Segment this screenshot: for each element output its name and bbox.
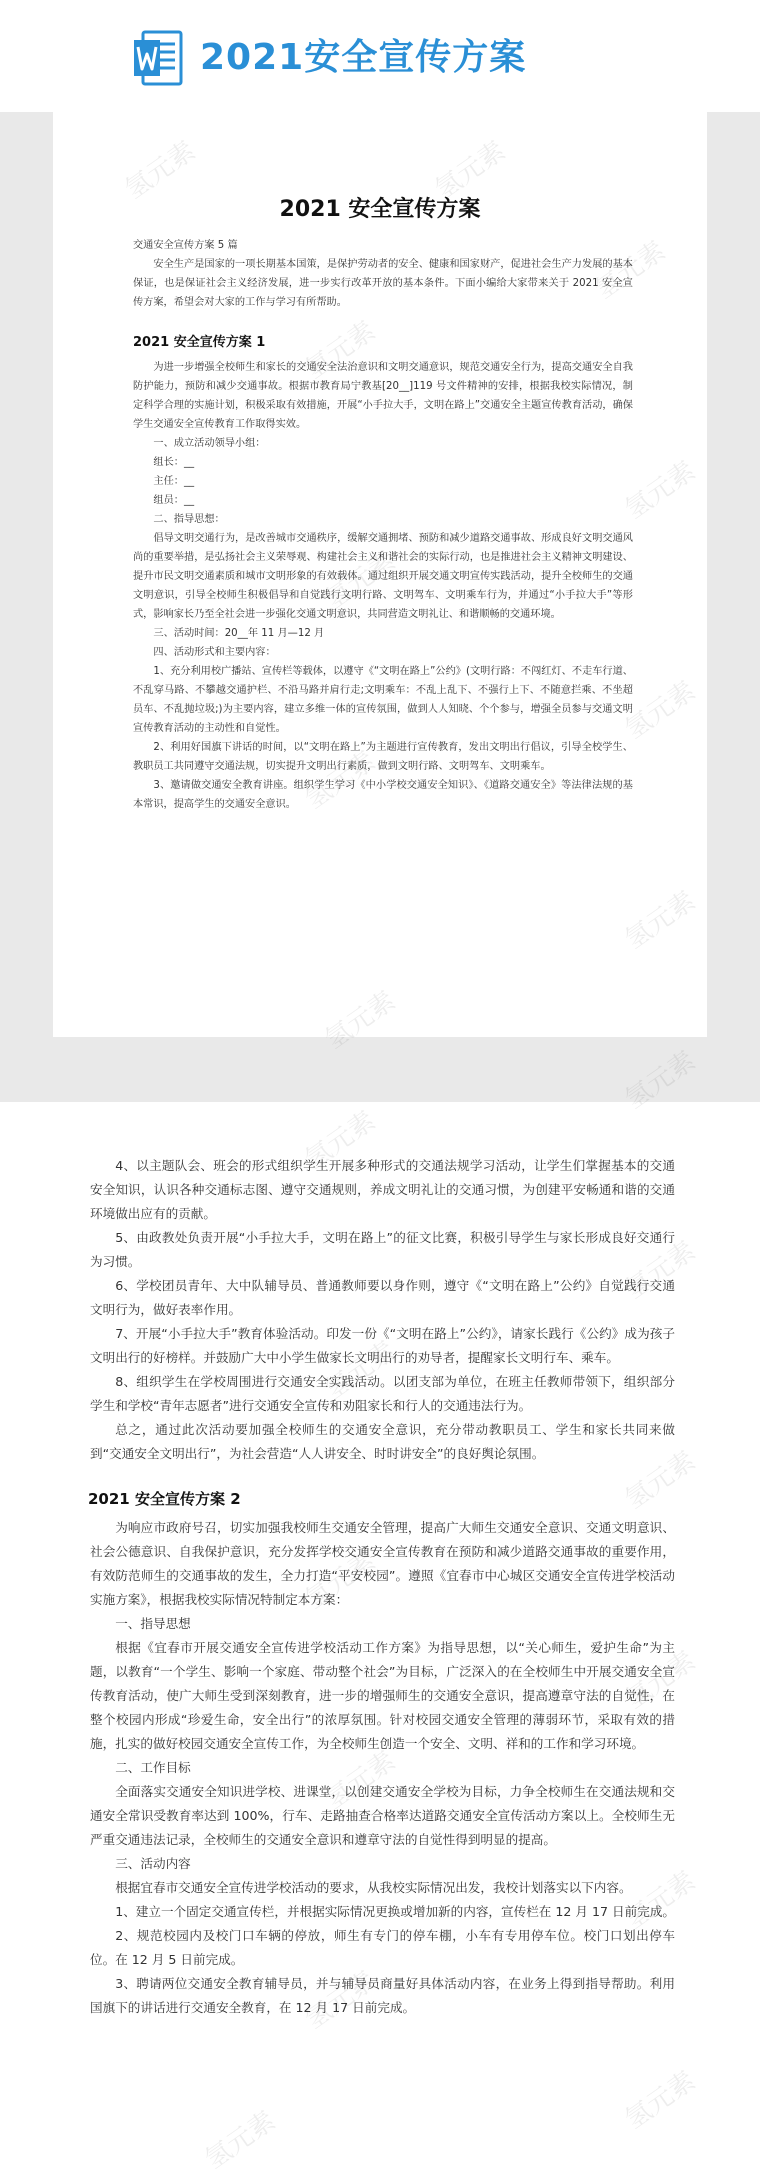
paragraph: 三、活动时间：20__年 11 月—12 月	[153, 628, 325, 639]
paragraph: 主任：__	[153, 476, 195, 487]
paragraph: 7、开展“小手拉大手”教育体验活动。印发一份《“文明在路上”公约》，请家长践行《公约》成为孩子文明出行的好榜样。并鼓励广大中小学生做家长文明出行的劝导者，提醒家长文明行车、乘车。	[90, 1326, 675, 1365]
paragraph: 倡导文明交通行为，是改善城市交通秩序，缓解交通拥堵、预防和减少道路交通事故、形成良好文明交通风尚的重要举措，是弘扬社会主义荣辱观、构建社会主义和谐社会的实际行动，也是推进社会主义精神文明建设、提升市民文明交通素质和城市文明形象的有效载体。通过组织开展交通文明宣传实践活动，提升全校师生的交通文明意识，引导全校师生积极倡导和自觉践行文明行路、文明驾车、文明乘车行为，并通过“小手拉大手”等形式，影响家长乃至全社会进一步强化交通文明意识，共同营造文明礼让、和谐顺畅的交通环境。	[133, 533, 633, 620]
watermark-text: 氢元素	[299, 1105, 381, 1176]
paragraph: 四、活动形式和主要内容：	[153, 647, 276, 658]
section-heading: 2021 安全宣传方案 2	[88, 1490, 241, 1508]
document-page-1	[53, 112, 707, 1037]
paragraph: 二、工作目标	[115, 1760, 191, 1775]
paragraph: 3、聘请两位交通安全教育辅导员，并与辅导员商量好具体活动内容，在业务上得到指导帮助。利用国旗下的讲话进行交通安全教育，在 12 月 17 日前完成。	[90, 1976, 675, 2015]
paragraph: 8、组织学生在学校周围进行交通安全实践活动。以团支部为单位，在班主任教师带领下，组织部分学生和学校“青年志愿者”进行交通安全宣传和劝阻家长和行人的交通违法行为。	[90, 1374, 675, 1413]
section-heading: 2021 安全宣传方案 1	[133, 335, 266, 350]
watermark-text: 氢元素	[619, 1235, 701, 1306]
watermark-text: 氢元素	[299, 1965, 381, 2036]
watermark-text: 氢元素	[319, 1335, 401, 1406]
paragraph: 安全生产是国家的一项长期基本国策，是保护劳动者的安全、健康和国家财产，促进社会生产力发展的基本保证，也是保证社会主义经济发展，进一步实行改革开放的基本条件。下面小编给大家带来关于 2021 安全宣传方案，希望会对大家的工作与学习有所帮助。	[133, 259, 633, 308]
paragraph: 一、成立活动领导小组：	[153, 438, 266, 449]
paragraph: 4、以主题队会、班会的形式组织学生开展多种形式的交通法规学习活动，让学生们掌握基本的交通安全知识，认识各种交通标志图、遵守交通规则，养成文明礼让的交通习惯，为创建平安畅通和谐的交通环境做出应有的贡献。	[90, 1158, 675, 1221]
paragraph: 2、规范校园内及校门口车辆的停放，师生有专门的停车棚，小车有专用停车位。校门口划出停车位。在 12 月 5 日前完成。	[90, 1928, 675, 1967]
paragraph: 根据《宜春市开展交通安全宣传进学校活动工作方案》为指导思想，以“关心师生，爱护生命”为主题，以教育“一个学生、影响一个家庭、带动整个社会”为目标，广泛深入的在全校师生中开展交通安全宣传教育活动，使广大师生受到深刻教育，进一步的增强师生的交通安全意识，提高遵章守法的自觉性，在整个校园内形成“珍爱生命，安全出行”的浓厚氛围。针对校园交通安全管理的薄弱环节，采取有效的措施，扎实的做好校园交通安全宣传工作，为全校师生创造一个安全、文明、祥和的工作和学习环境。	[90, 1640, 675, 1751]
paragraph: 为进一步增强全校师生和家长的交通安全法治意识和文明交通意识，规范交通安全行为，提高交通安全自我防护能力，预防和减少交通事故。根据市教育局宁教基[20__]119 号文件精神的安排，根据我校实际情况，制定科学合理的实施计划，积极采取有效措施，开展“小手拉大手，文明在路上”交通安全主题宣传教育活动，确保学生交通安全宣传教育工作取得实效。	[133, 362, 633, 430]
paragraph: 三、活动内容	[115, 1856, 191, 1871]
watermark-text: 氢元素	[619, 1445, 701, 1516]
paragraph: 组员：__	[153, 495, 195, 506]
page-1-body	[133, 236, 633, 814]
paragraph: 为响应市政府号召，切实加强我校师生交通安全管理，提高广大师生交通安全意识、交通文明意识、社会公德意识、自我保护意识，充分发挥学校交通安全宣传教育在预防和减少道路交通事故的重要作用，有效防范师生的交通事故的发生，全力打造“平安校园”。遵照《宜春市中心城区交通安全宣传进学校活动实施方案》，根据我校实际情况特制定本方案：	[90, 1520, 675, 1607]
paragraph: 5、由政教处负责开展“小手拉大手，文明在路上”的征文比赛，积极引导学生与家长形成良好交通行为习惯。	[90, 1230, 675, 1269]
paragraph: 1、充分利用校广播站、宣传栏等载体，以遵守《“文明在路上”公约》(文明行路：不闯红灯、不走车行道、不乱穿马路、不攀越交通护栏、不沿马路并肩行走;文明乘车：不乱上乱下、不强行上下、不随意拦乘、不坐超员车、不乱抛垃圾;)为主要内容，建立多维一体的宣传氛围，做到人人知晓、个个参与，增强全员参与交通文明宣传教育活动的主动性和自觉性。	[133, 666, 633, 734]
paragraph: 二、指导思想：	[153, 514, 225, 525]
watermark-text: 氢元素	[319, 1745, 401, 1816]
paragraph: 2、利用好国旗下讲话的时间，以“文明在路上”为主题进行宣传教育，发出文明出行倡议，引导全校学生、教职员工共同遵守交通法规，切实提升文明出行素质，做到文明行路、文明驾车、文明乘车。	[133, 742, 633, 772]
watermark-text: 氢元素	[299, 1545, 381, 1616]
paragraph: 全面落实交通安全知识进学校、进课堂，以创建交通安全学校为目标，力争全校师生在交通法规和交通安全常识受教育率达到 100%，行车、走路抽查合格率达道路交通安全宣传活动方案以上。全校师生无严重交通违法记录，全校师生的交通安全意识和遵章守法的自觉性得到明显的提高。	[90, 1784, 675, 1847]
watermark-text: 氢元素	[199, 2105, 281, 2176]
document-header	[0, 0, 760, 112]
paragraph: 总之，通过此次活动要加强全校师生的交通安全意识，充分带动教职员工、学生和家长共同来做到“交通安全文明出行”，为社会营造“人人讲安全、时时讲安全”的良好舆论氛围。	[90, 1422, 675, 1461]
watermark-text: 氢元素	[619, 1645, 701, 1716]
watermark-text: 氢元素	[619, 2065, 701, 2136]
watermark-text: 氢元素	[619, 1865, 701, 1936]
header-title: 2021安全宣传方案	[200, 37, 527, 78]
paragraph: 6、学校团员青年、大中队辅导员、普通教师要以身作则，遵守《“文明在路上”公约》自觉践行交通文明行为，做好表率作用。	[90, 1278, 675, 1317]
document-title: 2021 安全宣传方案	[279, 197, 481, 222]
paragraph: 1、建立一个固定交通宣传栏，并根据实际情况更换或增加新的内容，宣传栏在 12 月 17 日前完成。	[115, 1904, 676, 1919]
document-page-2-body	[90, 1154, 675, 2020]
word-document-icon	[133, 30, 183, 88]
paragraph: 交通安全宣传方案 5 篇	[133, 240, 238, 251]
paragraph: 根据宜春市交通安全宣传进学校活动的要求，从我校实际情况出发，我校计划落实以下内容。	[115, 1880, 632, 1895]
paragraph: 3、邀请做交通安全教育讲座。组织学生学习《中小学校交通安全知识》、《道路交通安全》等法律法规的基本常识，提高学生的交通安全意识。	[133, 780, 633, 810]
paragraph: 一、指导思想	[115, 1616, 191, 1631]
paragraph: 组长：__	[153, 457, 195, 468]
